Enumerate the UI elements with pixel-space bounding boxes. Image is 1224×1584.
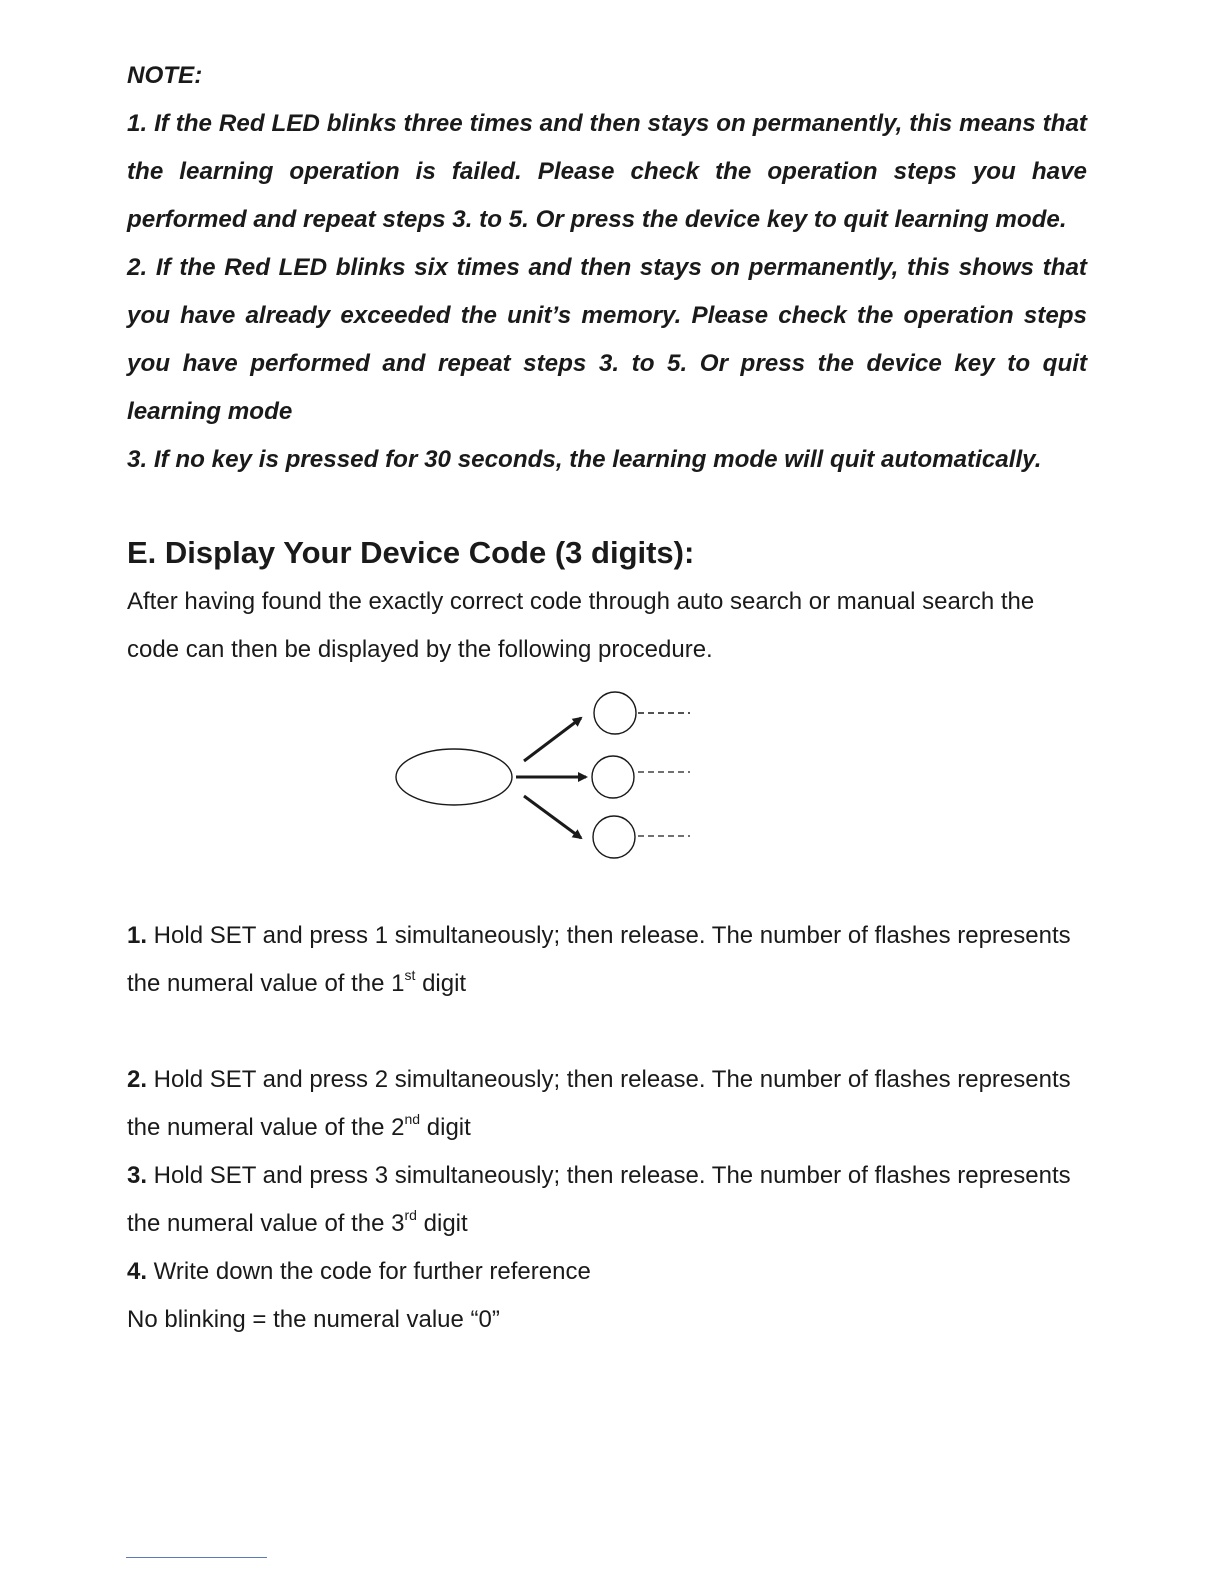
step-3-tail: digit [416,1210,468,1237]
step-2-number: 2. [127,1066,148,1093]
step-1-text: Hold SET and press 1 simultaneously; then release. The number of flashes represents the numeral value of the 1 [127,922,1071,997]
step-1-number: 1. [127,922,148,949]
spacer [127,1008,1097,1056]
step-4 [127,1248,1097,1296]
note-title: NOTE: [127,62,203,89]
digit-2-circle [592,756,634,798]
step-3-number: 3. [127,1162,148,1189]
no-blink-note: No blinking = the numeral value “0” [127,1306,500,1333]
set-key-oval [396,749,512,805]
section-heading: E. Display Your Device Code (3 digits): [127,535,695,570]
step-2-sup: nd [404,1111,421,1127]
note-item-1: 1. If the Red LED blinks three times and then stays on permanently, this means that the learning operation is failed. Please check the operation steps you have performed and repeat steps 3. to 5. Or press the device key to quit learning mode. [127,110,1087,233]
steps-list [127,912,1097,1344]
step-4-text: Write down the code for further reference [147,1258,591,1285]
step-1-sup: st [404,967,416,983]
code-display-diagram [388,684,698,868]
footnote-divider [126,1557,267,1558]
step-4-number: 4. [127,1258,148,1285]
arrow-up [524,718,581,761]
step-1-tail: digit [415,970,467,997]
note-item-2: 2. If the Red LED blinks six times and then stays on permanently, this shows that you have already exceeded the unit’s memory. Please check the operation steps you have performed and repeat steps 3. to 5. Or press the device key to quit learning mode [127,254,1087,425]
step-3 [127,1152,1097,1248]
digit-1-circle [594,692,636,734]
step-1 [127,912,1097,1008]
note-section [127,52,1087,484]
digit-3-circle [593,816,635,858]
note-block [127,52,1087,484]
arrow-down [524,796,581,838]
step-2-text: Hold SET and press 2 simultaneously; then release. The number of flashes represents the numeral value of the 2 [127,1066,1071,1141]
step-2 [127,1056,1097,1152]
section-intro: After having found the exactly correct code through auto search or manual search the code can then be displayed by the following procedure. [127,588,1035,663]
step-3-text: Hold SET and press 3 simultaneously; then release. The number of flashes represents the numeral value of the 3 [127,1162,1071,1237]
step-2-tail: digit [420,1114,471,1141]
step-3-sup: rd [404,1207,417,1223]
note-item-3: 3. If no key is pressed for 30 seconds, the learning mode will quit automatically. [127,446,1042,473]
